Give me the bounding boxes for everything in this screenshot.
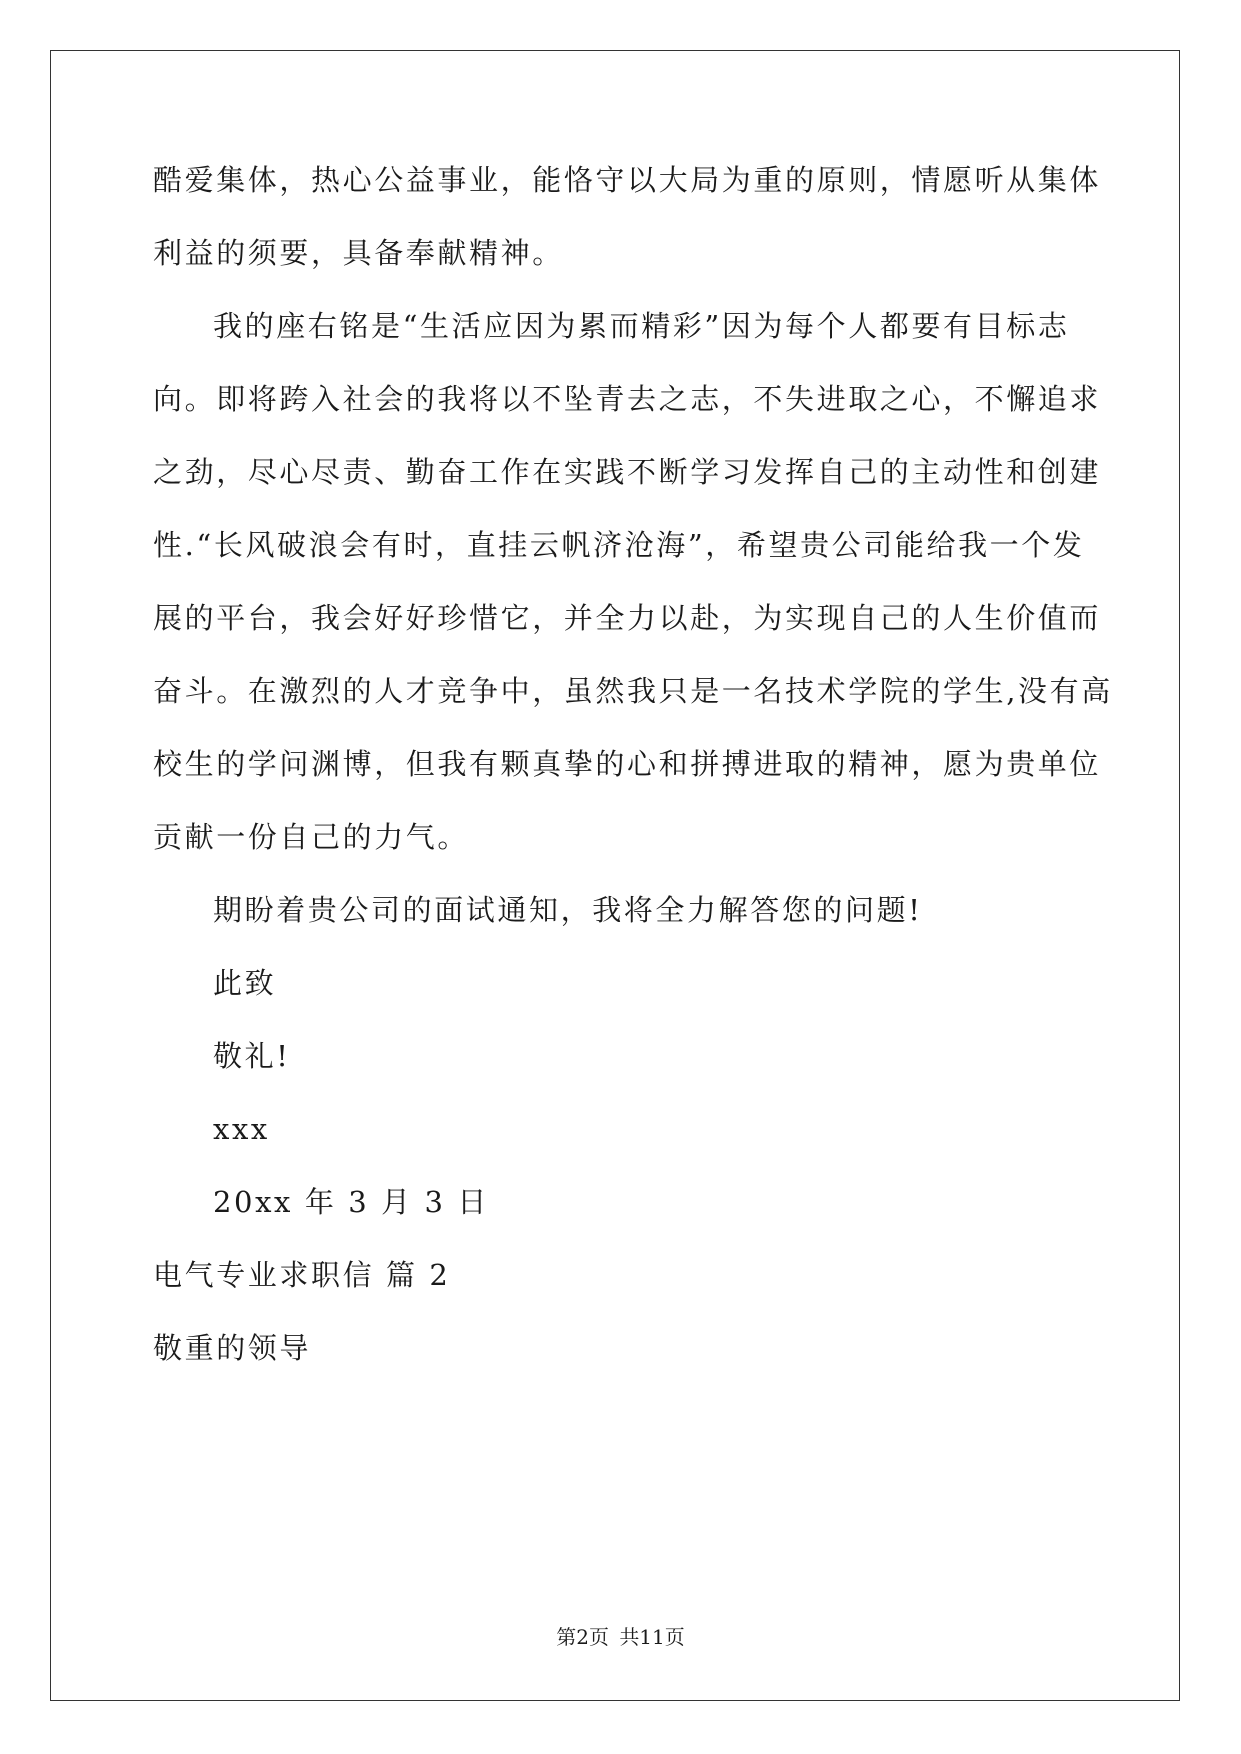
page-footer (0, 1623, 1241, 1651)
paragraph-line: 向。即将跨入社会的我将以不坠青去之志，不失进取之心，不懈追求 (153, 382, 1102, 416)
paragraph-line: 贡献一份自己的力气。 (153, 820, 470, 854)
paragraph-line: 我的座右铭是“生活应因为累而精彩”因为每个人都要有目标志 (213, 309, 1070, 343)
paragraph-line: 性.“长风破浪会有时，直挂云帆济沧海”，希望贵公司能给我一个发 (153, 528, 1085, 562)
closing-line: 此致 (213, 966, 277, 1000)
salutation: 敬重的领导 (153, 1331, 312, 1365)
paragraph-line: 期盼着贵公司的面试通知，我将全力解答您的问题! (213, 893, 923, 927)
paragraph-line: 校生的学问渊博，但我有颗真挚的心和拼搏进取的精神，愿为贵单位 (153, 747, 1102, 781)
paragraph-line: 奋斗。在激烈的人才竞争中，虽然我只是一名技术学院的学生,没有高 (153, 674, 1113, 708)
page-border (50, 50, 1180, 1701)
paragraph-line: 之劲，尽心尽责、勤奋工作在实践不断学习发挥自己的主动性和创建 (153, 455, 1102, 489)
date-line: 20xx 年 3 月 3 日 (213, 1185, 490, 1219)
paragraph-line: 利益的须要，具备奉献精神。 (153, 236, 564, 270)
paragraph-line: 展的平台，我会好好珍惜它，并全力以赴，为实现自己的人生价值而 (153, 601, 1102, 635)
paragraph-line: 酷爱集体，热心公益事业，能恪守以大局为重的原则，情愿听从集体 (153, 163, 1102, 197)
section-title: 电气专业求职信 篇 2 (153, 1258, 451, 1292)
page-number: 第2页 (556, 1625, 609, 1649)
signature: xxx (213, 1112, 270, 1146)
page-total: 共11页 (619, 1625, 685, 1649)
closing-line: 敬礼! (213, 1039, 291, 1073)
